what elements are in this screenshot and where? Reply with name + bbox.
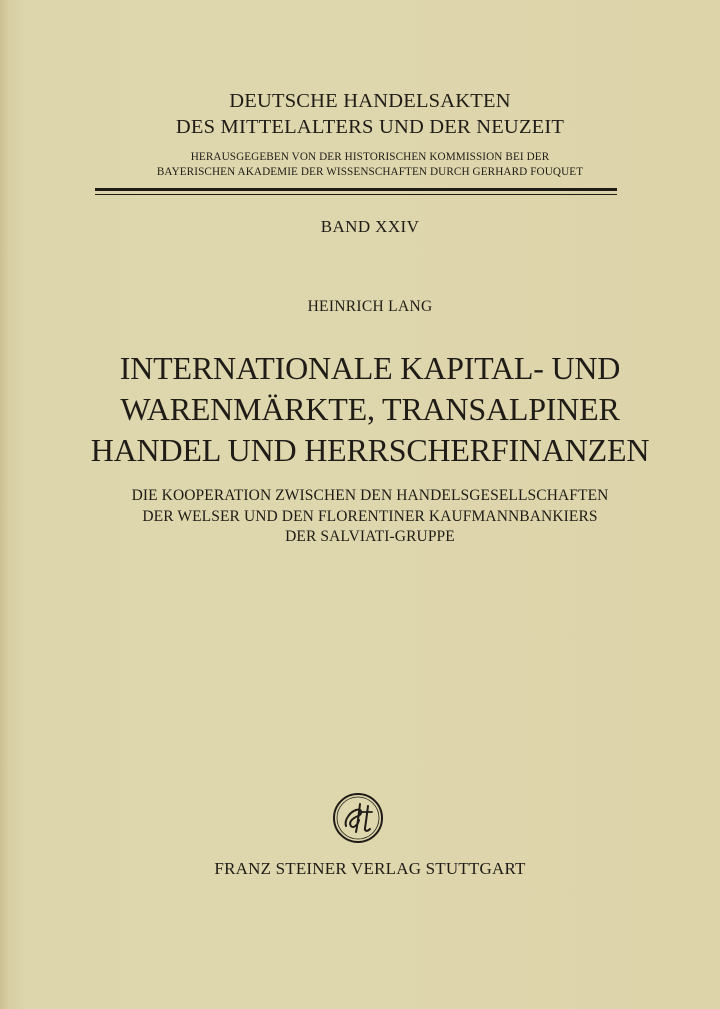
series-editor-line-2: BAYERISCHEN AKADEMIE DER WISSENSCHAFTEN DURCH GERHARD FOUQUET xyxy=(156,166,584,178)
book-subtitle-line-1: DIE KOOPERATION ZWISCHEN DEN HANDELSGESELLSCHAFTEN xyxy=(131,487,609,504)
volume-number: BAND XXIV xyxy=(320,217,420,236)
franz-steiner-verlag-logo-icon xyxy=(332,792,384,844)
series-title xyxy=(20,88,720,140)
series-title-line-1: DEUTSCHE HANDELSAKTEN xyxy=(229,90,511,112)
publisher-name: FRANZ STEINER VERLAG STUTTGART xyxy=(214,859,526,878)
series-editor-line-1: HERAUSGEGEBEN VON DER HISTORISCHEN KOMMISSION BEI DER xyxy=(190,151,550,163)
book-subtitle-line-2: DER WELSER UND DEN FLORENTINER KAUFMANNBANKIERS xyxy=(142,507,598,525)
book-subtitle xyxy=(20,486,720,548)
book-title-line-2: WARENMÄRKTE, TRANSALPINER xyxy=(120,391,620,427)
book-title-line-3: HANDEL UND HERRSCHERFINANZEN xyxy=(90,432,650,468)
book-title-line-1: INTERNATIONALE KAPITAL- UND xyxy=(119,350,621,386)
author-name: HEINRICH LANG xyxy=(307,298,433,315)
divider-thin xyxy=(95,194,617,195)
spine-edge xyxy=(0,0,22,1009)
book-title xyxy=(20,348,720,471)
series-title-line-2: DES MITTELALTERS UND DER NEUZEIT xyxy=(175,116,565,138)
series-editor xyxy=(20,150,720,180)
book-subtitle-line-3: DER SALVIATI-GRUPPE xyxy=(285,528,455,545)
divider-thick xyxy=(95,188,617,191)
